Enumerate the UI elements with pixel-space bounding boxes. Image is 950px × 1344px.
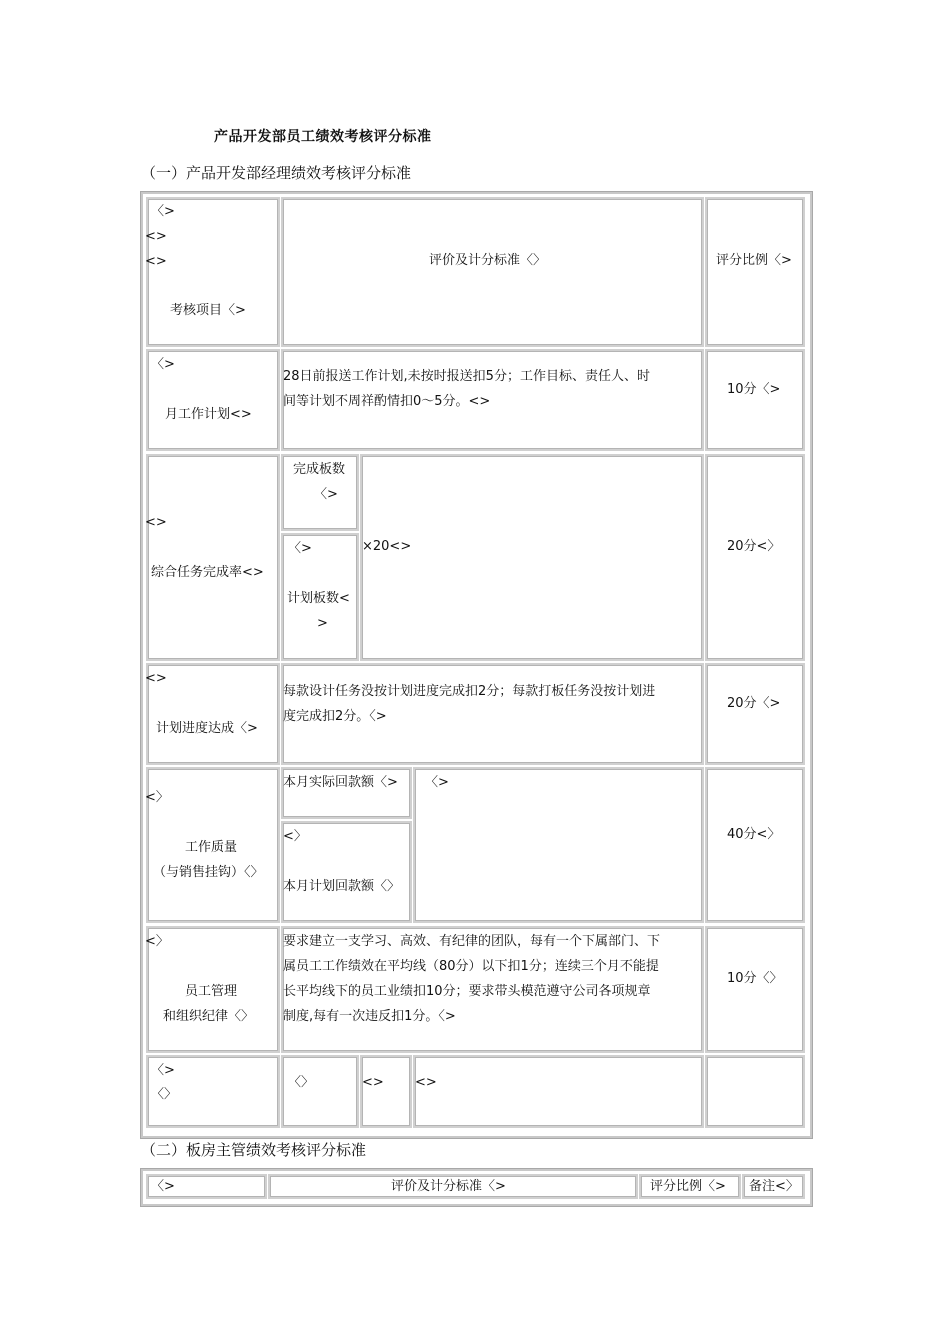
row-schedule-item <box>146 663 280 765</box>
row-task-weight <box>705 454 805 661</box>
row-empty-c4 <box>413 1055 704 1128</box>
row2-sub1-line1: 完成板数 <box>293 462 346 477</box>
row-quality-planned-payment <box>281 821 412 923</box>
row-task-planned-boards <box>281 533 359 661</box>
section-heading-manager: （一）产品开发部经理绩效考核评分标准 <box>141 164 412 182</box>
row-monthly-plan-item <box>146 349 280 451</box>
t2-criteria-cell <box>268 1174 638 1199</box>
row6-mark2: 〈〉 <box>151 1087 178 1102</box>
row2-formula: ×20<> <box>362 539 412 554</box>
t2-item-cell <box>146 1174 267 1199</box>
row6-c4: <> <box>415 1075 437 1090</box>
header-item-label: 考核项目〈> <box>170 303 246 318</box>
row4-item-line2: （与销售挂钩）〈〉 <box>153 865 264 880</box>
row-schedule-criteria <box>281 663 704 765</box>
row1-item-label: 月工作计划<> <box>165 407 252 422</box>
row-schedule-weight <box>705 663 805 765</box>
row1-weight: 10分〈> <box>727 382 781 397</box>
row2-mark: <> <box>145 515 167 530</box>
row4-weight: 40分<〉 <box>727 827 781 842</box>
row2-sub1-line2: 〈> <box>314 487 338 502</box>
row-staff-mgmt-item <box>146 926 280 1053</box>
header-weight-cell <box>705 197 805 347</box>
row3-criteria-line2: 度完成扣2分。〈> <box>283 709 387 724</box>
row5-criteria-line2: 属员工工作绩效在平均线（80分）以下扣1分；连续三个月不能提 <box>283 959 659 974</box>
t2-note: 备注<〉 <box>749 1179 799 1194</box>
row-task-formula <box>360 454 704 661</box>
row3-criteria-line1: 每款设计任务没按计划进度完成扣2分；每款打板任务没按计划进 <box>283 684 656 699</box>
row-staff-mgmt-criteria <box>281 926 704 1053</box>
row-monthly-plan-criteria <box>281 349 704 451</box>
row-monthly-plan-weight <box>705 349 805 451</box>
row5-item-line1: 员工管理 <box>185 984 238 999</box>
row3-mark: <> <box>145 671 167 686</box>
t2-c1: 〈> <box>151 1179 175 1194</box>
row-task-completion-item <box>146 454 280 661</box>
row-empty-c2 <box>281 1055 359 1128</box>
row2-sub2-line1: 计划板数< <box>287 591 350 606</box>
row2-sub2-mark: 〈> <box>288 541 312 556</box>
row-staff-mgmt-weight <box>705 926 805 1053</box>
row-quality-weight <box>705 767 805 923</box>
row5-criteria-line1: 要求建立一支学习、高效、有纪律的团队，每有一个下属部门、下 <box>283 934 661 949</box>
row-quality-formula <box>413 767 704 923</box>
header-criteria-label: 评价及计分标准〈〉 <box>429 253 547 268</box>
row1-criteria-line2: 间等计划不周祥酌情扣0～5分。<> <box>283 394 491 409</box>
row4-sub2: 本月计划回款额〈〉 <box>283 879 401 894</box>
row1-criteria-line1: 28日前报送工作计划,未按时报送扣5分；工作目标、责任人、时 <box>283 369 650 384</box>
row-empty-c3 <box>360 1055 412 1128</box>
row4-item-line1: 工作质量 <box>185 840 238 855</box>
row4-sub1: 本月实际回款额〈> <box>283 775 398 790</box>
row5-criteria-line4: 制度,每有一次违反扣1分。〈> <box>283 1009 456 1024</box>
row3-weight: 20分〈> <box>727 696 781 711</box>
t2-criteria: 评价及计分标准〈> <box>391 1179 506 1194</box>
row-quality-actual-payment <box>281 767 412 819</box>
header-mark-3: <> <box>145 254 167 269</box>
row5-mark: <〉 <box>145 934 169 949</box>
row-empty-item <box>146 1055 280 1128</box>
header-mark-2: <> <box>145 229 167 244</box>
header-criteria-cell <box>281 197 704 347</box>
row2-item-label: 综合任务完成率<> <box>151 565 264 580</box>
row4-mark: <〉 <box>145 790 169 805</box>
header-item-cell <box>146 197 280 347</box>
row6-mark1: 〈> <box>151 1063 175 1078</box>
row-task-completed-boards <box>281 454 359 531</box>
row2-weight: 20分<〉 <box>727 539 781 554</box>
document-title: 产品开发部员工绩效考核评分标准 <box>214 129 432 145</box>
row5-criteria-line3: 长平均线下的员工业绩扣10分；要求带头模范遵守公司各项规章 <box>283 984 651 999</box>
header-mark-1: 〈> <box>151 204 175 219</box>
t2-note-cell <box>742 1174 805 1199</box>
t2-weight: 评分比例〈> <box>650 1179 726 1194</box>
row4-sub-mark: <〉 <box>283 829 307 844</box>
row5-item-line2: 和组织纪律〈〉 <box>163 1009 255 1024</box>
row6-c3: <> <box>362 1075 384 1090</box>
header-weight-label: 评分比例〈> <box>716 253 792 268</box>
row-quality-item <box>146 767 280 923</box>
row6-c2: 〈〉 <box>288 1075 315 1090</box>
t2-weight-cell <box>639 1174 741 1199</box>
row5-weight: 10分〈〉 <box>727 971 783 986</box>
row2-sub2-line2: > <box>317 616 328 631</box>
row3-item-label: 计划进度达成〈> <box>156 721 258 736</box>
row1-mark: 〈> <box>151 357 175 372</box>
row-empty-c5 <box>705 1055 805 1128</box>
section-heading-board-supervisor: （二）板房主管绩效考核评分标准 <box>141 1141 367 1159</box>
row4-side-mark: 〈> <box>425 775 449 790</box>
